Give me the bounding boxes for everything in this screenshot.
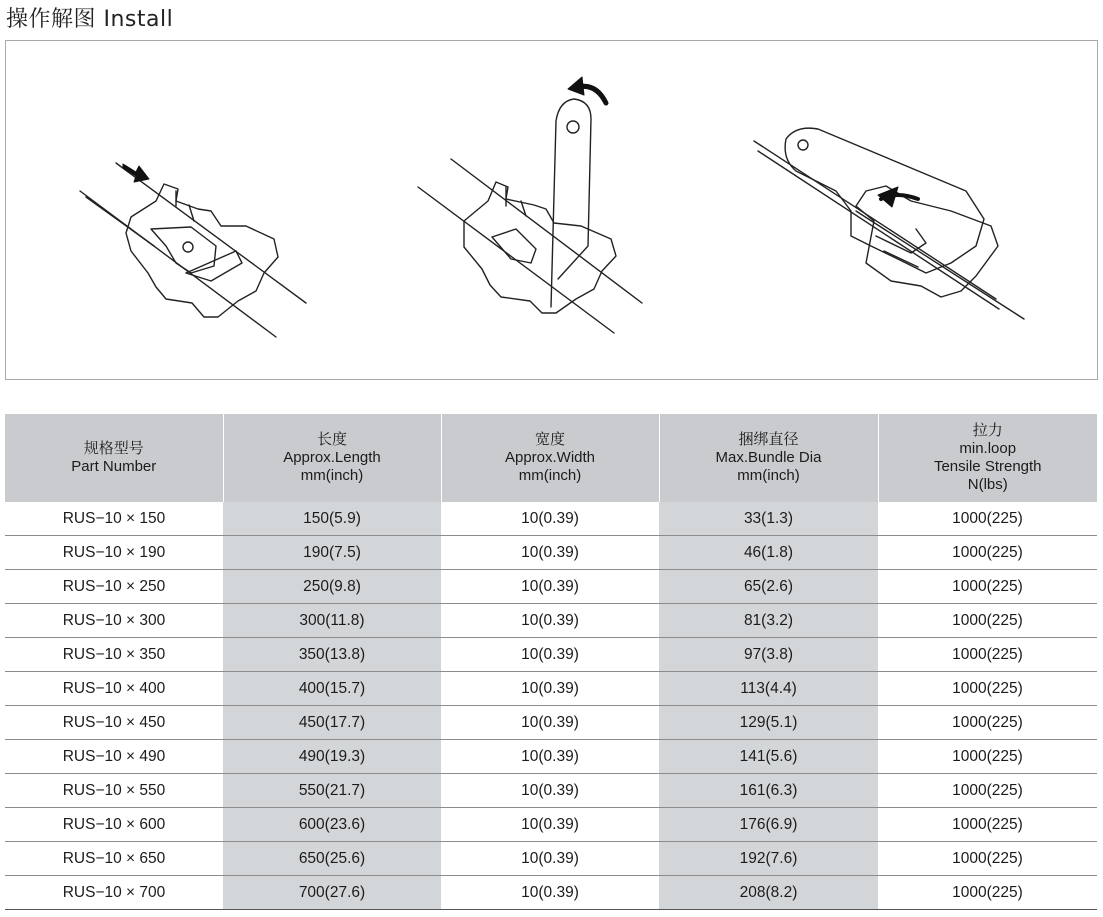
tensile-cell: 1000(225)	[878, 604, 1097, 638]
bundle-dia-cell: 81(3.2)	[659, 604, 878, 638]
bundle-dia-cell: 65(2.6)	[659, 570, 878, 604]
tensile-cell: 1000(225)	[878, 740, 1097, 774]
length-cell: 350(13.8)	[223, 638, 441, 672]
spec-table	[5, 414, 1097, 910]
tensile-cell: 1000(225)	[878, 502, 1097, 536]
table-row	[5, 774, 1097, 808]
length-cell: 150(5.9)	[223, 502, 441, 536]
width-cell: 10(0.39)	[441, 706, 659, 740]
width-cell: 10(0.39)	[441, 808, 659, 842]
header-line: mm(inch)	[300, 467, 364, 484]
bundle-dia-cell: 161(6.3)	[659, 774, 878, 808]
table-row	[5, 706, 1097, 740]
width-cell: 10(0.39)	[441, 604, 659, 638]
length-cell: 550(21.7)	[223, 774, 441, 808]
install-diagram	[5, 40, 1098, 380]
width-cell: 10(0.39)	[441, 570, 659, 604]
length-cell: 490(19.3)	[223, 740, 441, 774]
fold-arrow-icon	[878, 187, 898, 207]
length-cell: 600(23.6)	[223, 808, 441, 842]
tensile-cell: 1000(225)	[878, 774, 1097, 808]
header-line: Approx.Length	[283, 449, 381, 466]
length-cell: 190(7.5)	[223, 536, 441, 570]
table-row	[5, 842, 1097, 876]
part-number-cell: RUS−10 × 650	[5, 842, 223, 876]
length-cell: 250(9.8)	[223, 570, 441, 604]
width-header	[441, 414, 659, 502]
tensile-cell: 1000(225)	[878, 706, 1097, 740]
tensile-cell: 1000(225)	[878, 876, 1097, 910]
width-cell: 10(0.39)	[441, 638, 659, 672]
header-line: min.loop	[959, 440, 1017, 457]
part-number-cell: RUS−10 × 400	[5, 672, 223, 706]
tensile-cell: 1000(225)	[878, 808, 1097, 842]
header-line: Max.Bundle Dia	[715, 449, 822, 466]
step-3-fold-illustration	[754, 128, 1024, 319]
rotate-arrow-icon	[568, 77, 584, 95]
table-row	[5, 740, 1097, 774]
tensile-cell: 1000(225)	[878, 536, 1097, 570]
bundle-dia-cell: 33(1.3)	[659, 502, 878, 536]
part-number-cell: RUS−10 × 600	[5, 808, 223, 842]
header-line: 规格型号	[83, 440, 144, 457]
part-number-cell: RUS−10 × 150	[5, 502, 223, 536]
table-row	[5, 570, 1097, 604]
part-number-cell: RUS−10 × 190	[5, 536, 223, 570]
bundle-dia-cell: 129(5.1)	[659, 706, 878, 740]
spec-table-body	[5, 502, 1097, 910]
tensile-cell: 1000(225)	[878, 638, 1097, 672]
bundle-dia-cell: 113(4.4)	[659, 672, 878, 706]
tensile-cell: 1000(225)	[878, 570, 1097, 604]
bundle-dia-cell: 176(6.9)	[659, 808, 878, 842]
tensile-cell: 1000(225)	[878, 672, 1097, 706]
tensile-header	[878, 414, 1097, 502]
step-1-insert-illustration	[80, 163, 306, 337]
header-line: N(lbs)	[967, 476, 1008, 493]
bundle-dia-cell: 208(8.2)	[659, 876, 878, 910]
length-cell: 400(15.7)	[223, 672, 441, 706]
width-cell: 10(0.39)	[441, 502, 659, 536]
part-number-cell: RUS−10 × 700	[5, 876, 223, 910]
part-number-cell: RUS−10 × 350	[5, 638, 223, 672]
page-title: 操作解图 Install	[6, 7, 174, 32]
width-cell: 10(0.39)	[441, 536, 659, 570]
spec-table-header	[5, 414, 1097, 502]
part-number-header	[5, 414, 223, 502]
header-line: mm(inch)	[737, 467, 800, 484]
table-row	[5, 536, 1097, 570]
length-cell: 300(11.8)	[223, 604, 441, 638]
part-number-cell: RUS−10 × 250	[5, 570, 223, 604]
width-cell: 10(0.39)	[441, 672, 659, 706]
bundle-dia-header	[659, 414, 878, 502]
header-line: mm(inch)	[518, 467, 582, 484]
length-cell: 450(17.7)	[223, 706, 441, 740]
length-cell: 700(27.6)	[223, 876, 441, 910]
part-number-cell: RUS−10 × 300	[5, 604, 223, 638]
step-2-lift-illustration	[418, 77, 642, 333]
part-number-cell: RUS−10 × 490	[5, 740, 223, 774]
length-cell: 650(25.6)	[223, 842, 441, 876]
bundle-dia-cell: 97(3.8)	[659, 638, 878, 672]
header-line: 长度	[316, 431, 347, 448]
width-cell: 10(0.39)	[441, 842, 659, 876]
width-cell: 10(0.39)	[441, 740, 659, 774]
width-cell: 10(0.39)	[441, 774, 659, 808]
part-number-cell: RUS−10 × 450	[5, 706, 223, 740]
header-line: 捆绑直径	[738, 431, 799, 448]
table-row	[5, 502, 1097, 536]
bundle-dia-cell: 46(1.8)	[659, 536, 878, 570]
table-row	[5, 808, 1097, 842]
table-row	[5, 672, 1097, 706]
part-number-cell: RUS−10 × 550	[5, 774, 223, 808]
header-line: Tensile Strength	[933, 458, 1042, 475]
bundle-dia-cell: 141(5.6)	[659, 740, 878, 774]
bundle-dia-cell: 192(7.6)	[659, 842, 878, 876]
table-row	[5, 876, 1097, 910]
header-line: Approx.Width	[504, 449, 596, 466]
header-line: 拉力	[972, 422, 1003, 439]
table-row	[5, 638, 1097, 672]
push-arrow-icon	[123, 164, 149, 182]
width-cell: 10(0.39)	[441, 876, 659, 910]
header-line: Part Number	[71, 458, 157, 475]
header-line: 宽度	[534, 431, 565, 448]
length-header	[223, 414, 441, 502]
table-row	[5, 604, 1097, 638]
tensile-cell: 1000(225)	[878, 842, 1097, 876]
